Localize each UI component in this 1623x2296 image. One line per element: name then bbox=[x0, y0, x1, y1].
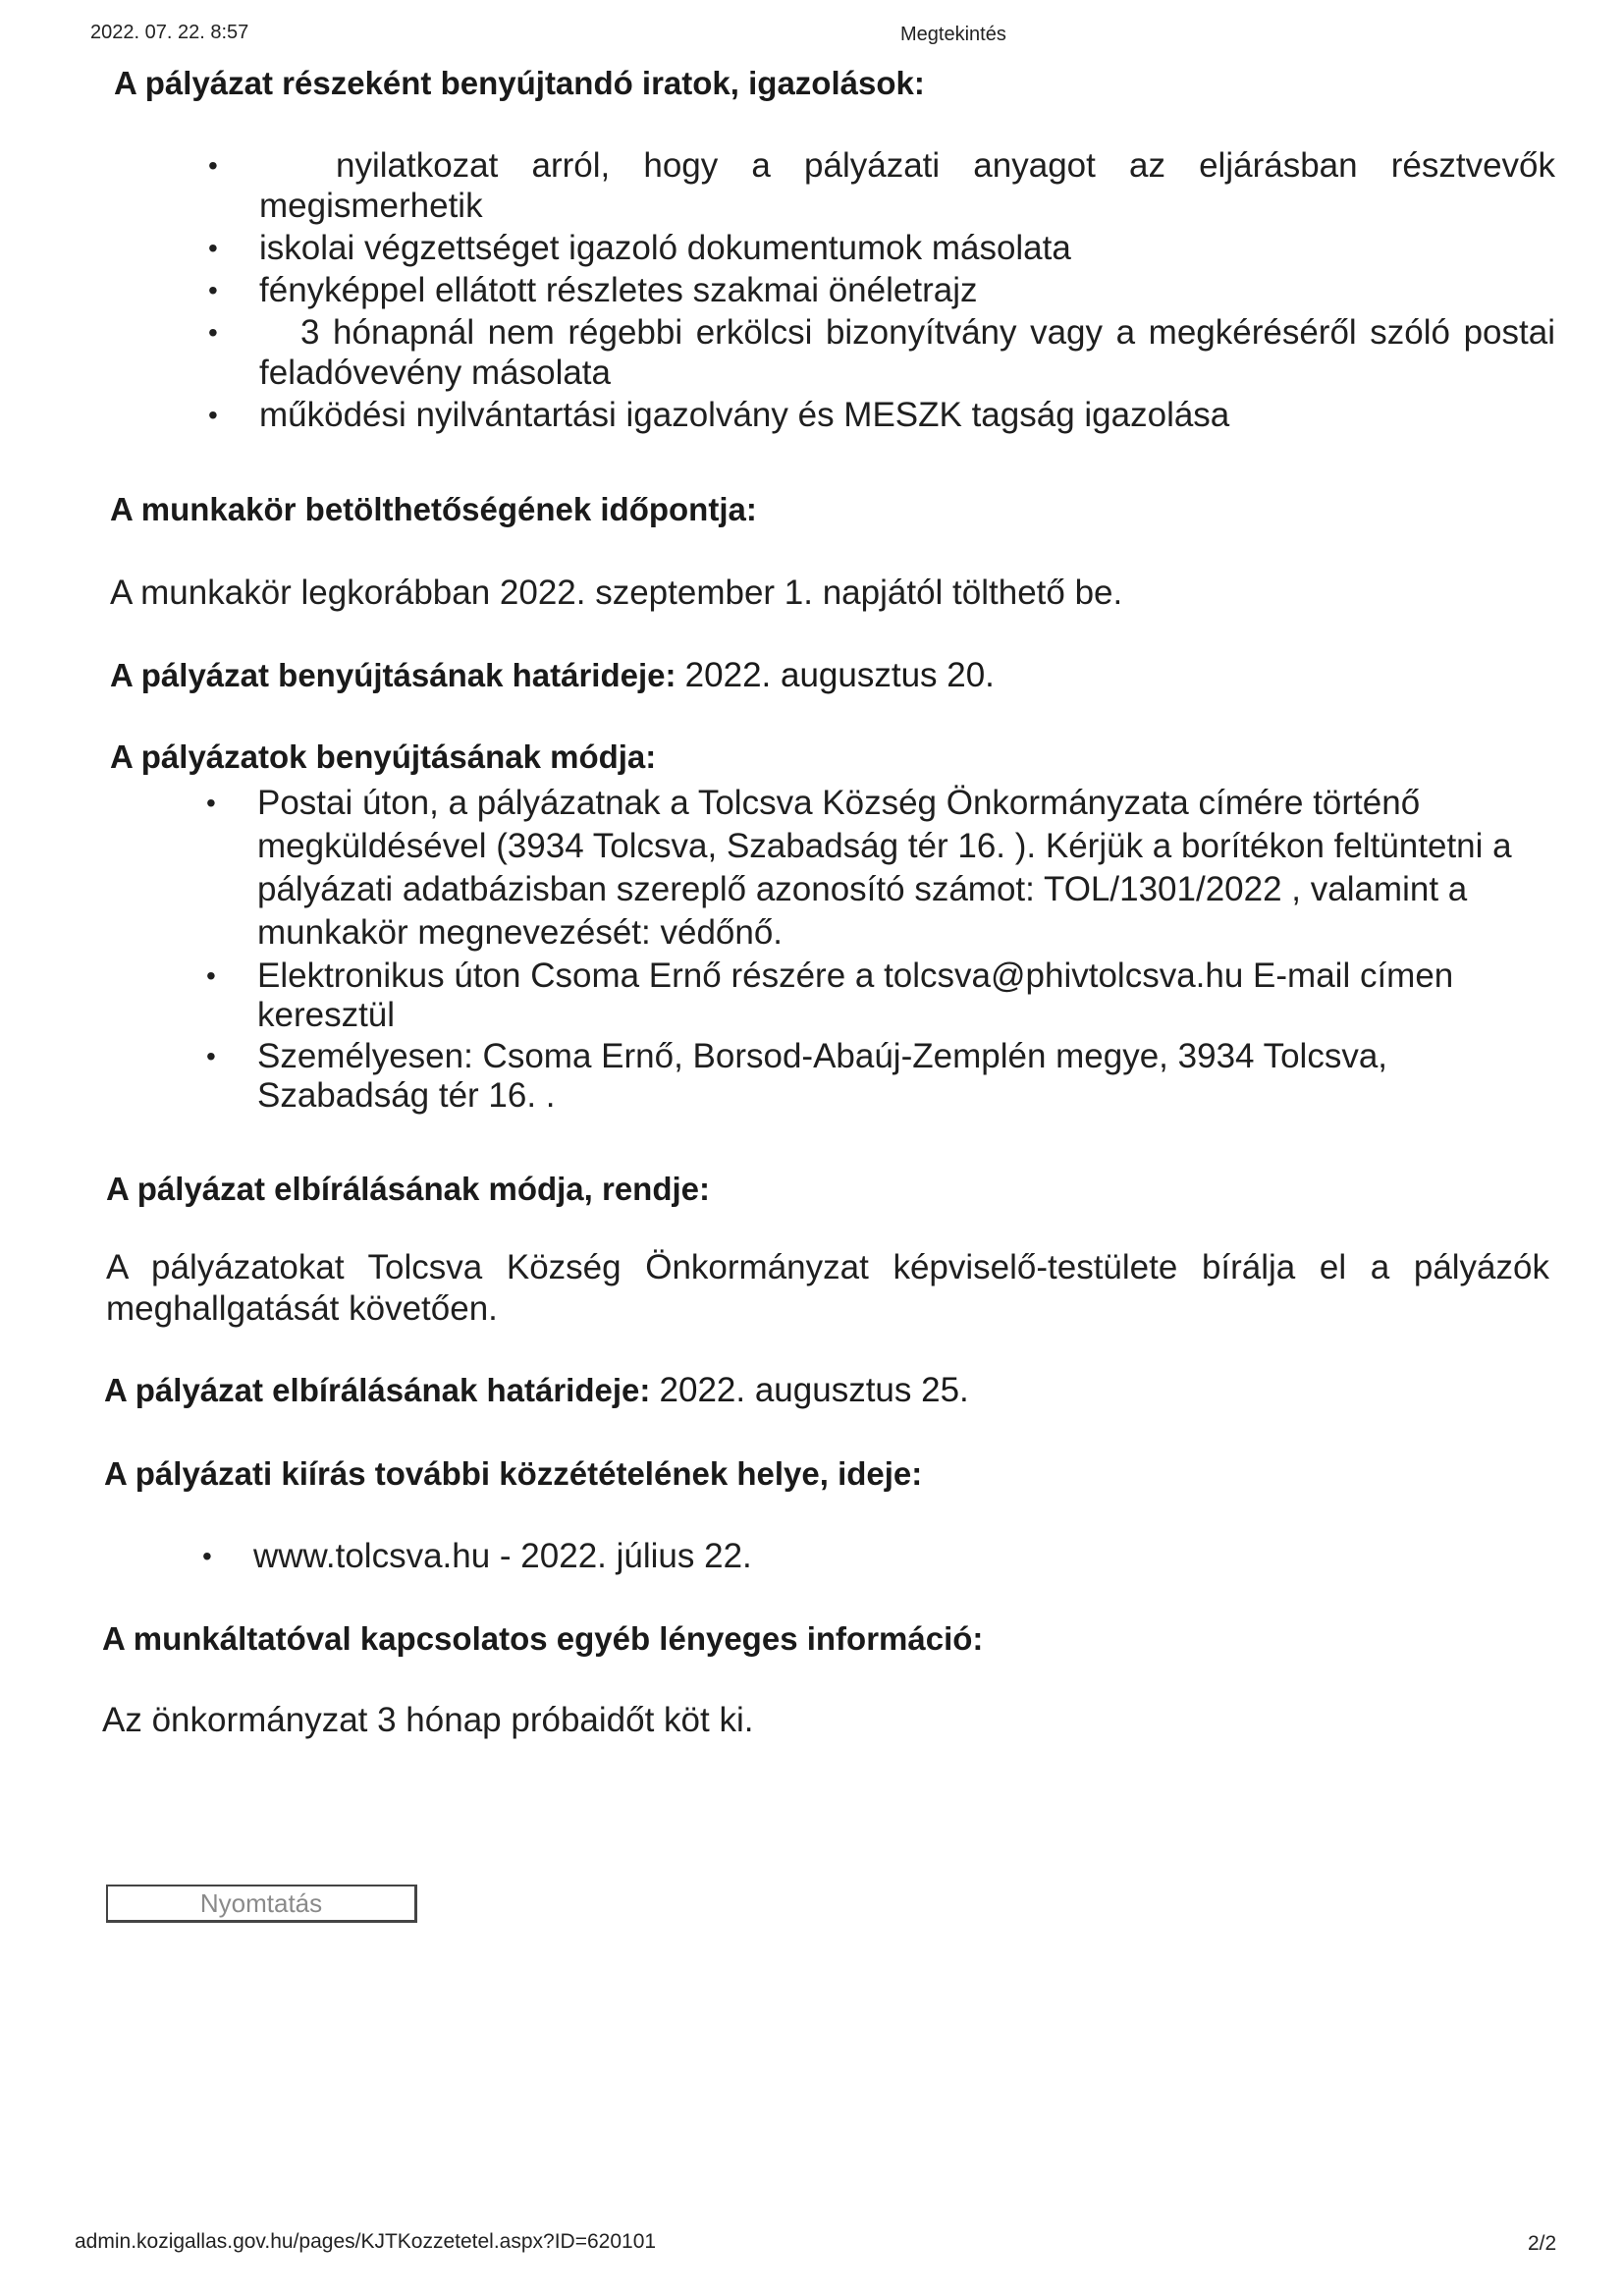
list-item: • www.tolcsva.hu - 2022. július 22. bbox=[202, 1537, 752, 1575]
list-item: • Elektronikus úton Csoma Ernő részére a tolcsva@phivtolcsva.hu E-mail címen keresztül bbox=[206, 957, 1454, 1034]
bullet-icon: • bbox=[206, 960, 216, 991]
bullet-icon: • bbox=[208, 150, 218, 181]
list-item: • Postai úton, a pályázatnak a Tolcsva Község Önkormányzata címére történő megküldésével (3934 Tolcsva, Szabadság tér 16. ). Kérjük a borítékon feltüntetni a pályázati adatbázisban szereplő azonosító számot: TOL/1301/2022 , valamint a munkakör megnevezését: védőnő. bbox=[206, 784, 1512, 952]
list-item: • működési nyilvántartási igazolvány és MESZK tagság igazolása bbox=[208, 396, 1230, 434]
list-item: • Személyesen: Csoma Ernő, Borsod-Abaúj-Zemplén megye, 3934 Tolcsva, Szabadság tér 16. . bbox=[206, 1037, 1388, 1115]
evaluation-heading: A pályázat elbírálásának módja, rendje: bbox=[106, 1171, 711, 1207]
print-header-datetime: 2022. 07. 22. 8:57 bbox=[90, 22, 249, 43]
list-item: • nyilatkozat arról, hogy a pályázati anyagot az eljárásban résztvevők megismerhetik bbox=[208, 146, 1555, 225]
footer-url: admin.kozigallas.gov.hu/pages/KJTKozzetetel.aspx?ID=620101 bbox=[75, 2230, 657, 2253]
bullet-icon: • bbox=[202, 1541, 212, 1571]
deadline-value: 2022. augusztus 20. bbox=[684, 656, 995, 694]
bullet-icon: • bbox=[208, 275, 218, 305]
employer-info-heading: A munkáltatóval kapcsolatos egyéb lényeges információ: bbox=[102, 1620, 984, 1657]
evaluation-deadline-value: 2022. augusztus 25. bbox=[659, 1371, 969, 1409]
evaluation-deadline-heading: A pályázat elbírálásának határideje: 2022. augusztus 25. bbox=[104, 1371, 969, 1409]
submission-heading: A pályázatok benyújtásának módja: bbox=[110, 738, 657, 775]
evaluation-text: A pályázatokat Tolcsva Község Önkormányzat képviselő-testülete bírálja el a pályázók meghallgatását követően. bbox=[106, 1248, 1549, 1328]
bullet-icon: • bbox=[206, 788, 216, 818]
print-button[interactable]: Nyomtatás bbox=[106, 1885, 417, 1923]
bullet-icon: • bbox=[208, 400, 218, 430]
bullet-icon: • bbox=[208, 233, 218, 263]
list-item: • 3 hónapnál nem régebbi erkölcsi bizonyítvány vagy a megkéréséről szóló postai feladóvevény másolata bbox=[208, 313, 1555, 392]
publication-list bbox=[202, 1536, 1530, 1576]
submission-list bbox=[206, 782, 1563, 1116]
documents-heading: A pályázat részeként benyújtandó iratok, igazolások: bbox=[114, 65, 925, 101]
bullet-icon: • bbox=[206, 1041, 216, 1071]
list-item: • iskolai végzettséget igazoló dokumentumok másolata bbox=[208, 229, 1071, 267]
employer-info-text: Az önkormányzat 3 hónap próbaidőt köt ki. bbox=[102, 1701, 754, 1739]
documents-list bbox=[208, 145, 1555, 435]
start-date-heading: A munkakör betölthetőségének időpontja: bbox=[110, 491, 757, 527]
page-number: 2/2 bbox=[1528, 2232, 1557, 2255]
bullet-icon: • bbox=[208, 317, 218, 348]
publication-heading: A pályázati kiírás további közzétételének helye, ideje: bbox=[104, 1455, 923, 1492]
print-header-title: Megtekintés bbox=[900, 24, 1006, 45]
start-date-text: A munkakör legkorábban 2022. szeptember 1. napjától tölthető be. bbox=[110, 574, 1123, 612]
deadline-heading: A pályázat benyújtásának határideje: 2022. augusztus 20. bbox=[110, 656, 995, 694]
list-item: • fényképpel ellátott részletes szakmai önéletrajz bbox=[208, 271, 978, 309]
